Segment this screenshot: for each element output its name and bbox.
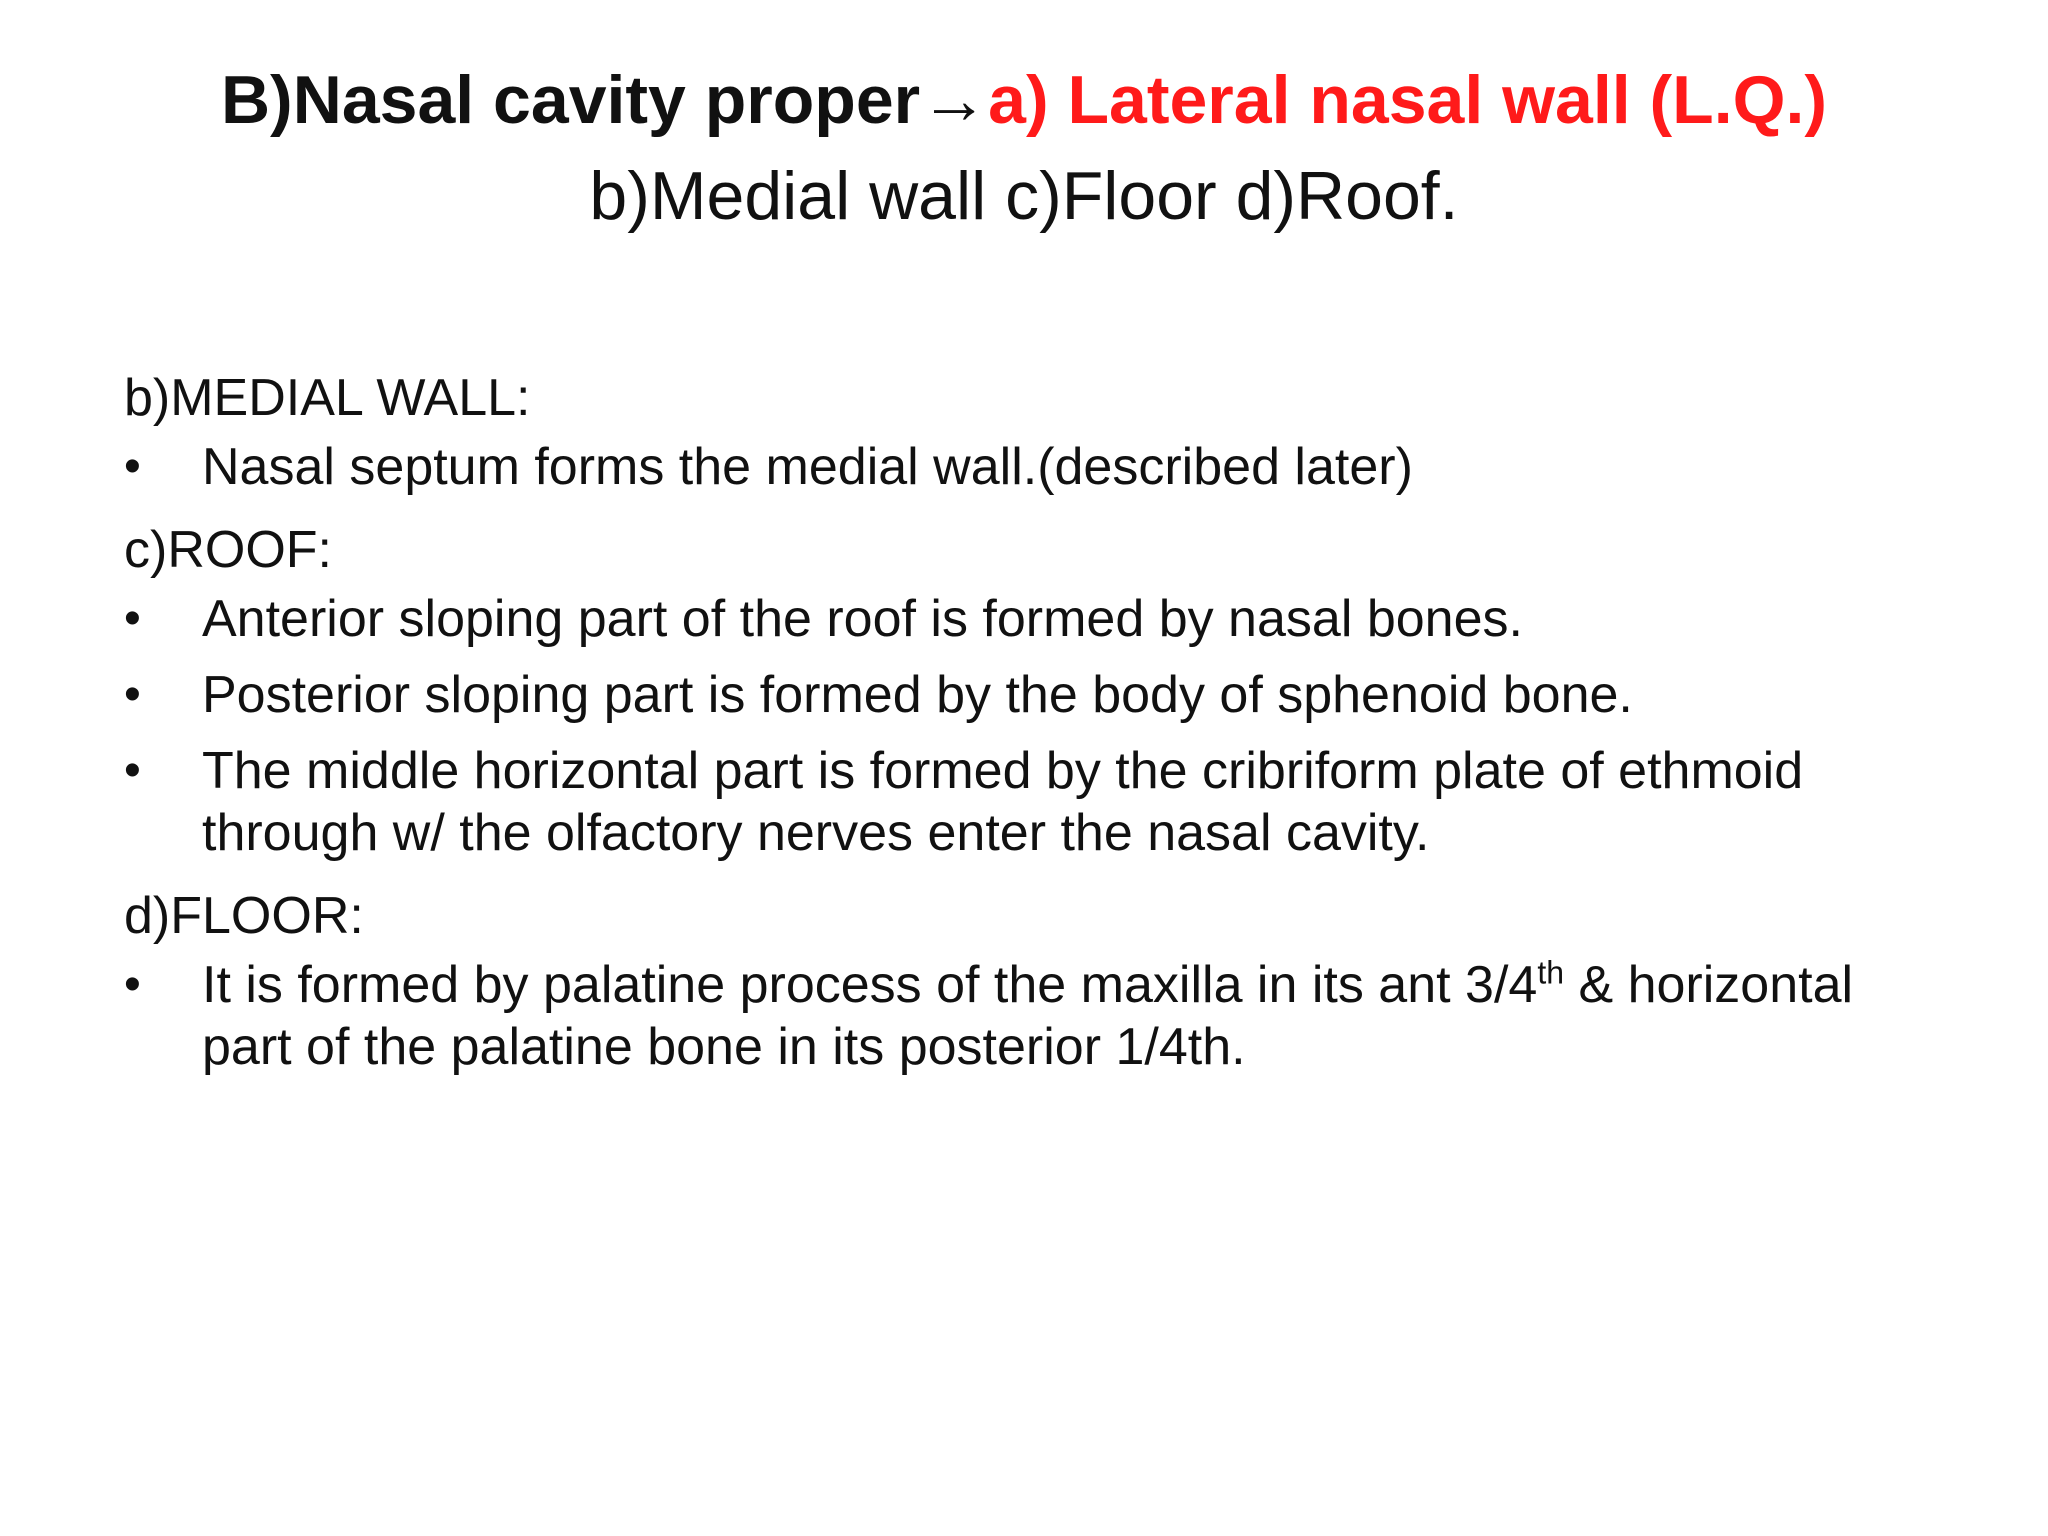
right-arrow-icon: → [920,62,989,138]
title-line-1 [0,52,2048,148]
bullet-text: Nasal septum forms the medial wall.(described later) [202,438,1413,496]
bullet-text: The middle horizontal part is formed by the cribriform plate of ethmoid through w/ the olfactory nerves enter the nasal cavity. [202,742,1804,862]
title-line-2: b)Medial wall c)Floor d)Roof. [589,158,1459,234]
roof-heading: c)ROOF: [124,521,332,579]
list-item [124,436,1924,498]
bullet-icon: • [124,592,141,645]
floor-text-part-1: It is formed by palatine process of the maxilla in its ant 3/4 [202,956,1538,1014]
bullet-text [202,956,1853,1076]
list-item [124,740,1924,864]
bullet-icon: • [124,668,141,721]
bullet-icon: • [124,744,141,797]
slide-title [0,52,2048,244]
bullet-text: Anterior sloping part of the roof is formed by nasal bones. [202,590,1523,648]
list-item [124,588,1924,650]
bullet-icon: • [124,958,141,1011]
title-highlight: a) Lateral nasal wall (L.Q.) [988,62,1828,138]
slide-body [124,360,1924,1092]
medial-wall-heading: b)MEDIAL WALL: [124,369,531,427]
list-item [124,954,1924,1078]
floor-heading: d)FLOOR: [124,887,364,945]
bullet-text: Posterior sloping part is formed by the body of sphenoid bone. [202,666,1633,724]
title-main: B)Nasal cavity proper [220,62,921,138]
bullet-icon: • [124,440,141,493]
floor-text-part-2: & horizontal part of the palatine bone in its posterior 1/4th. [202,956,1854,1076]
superscript-th: th [1537,954,1565,991]
list-item [124,664,1924,726]
